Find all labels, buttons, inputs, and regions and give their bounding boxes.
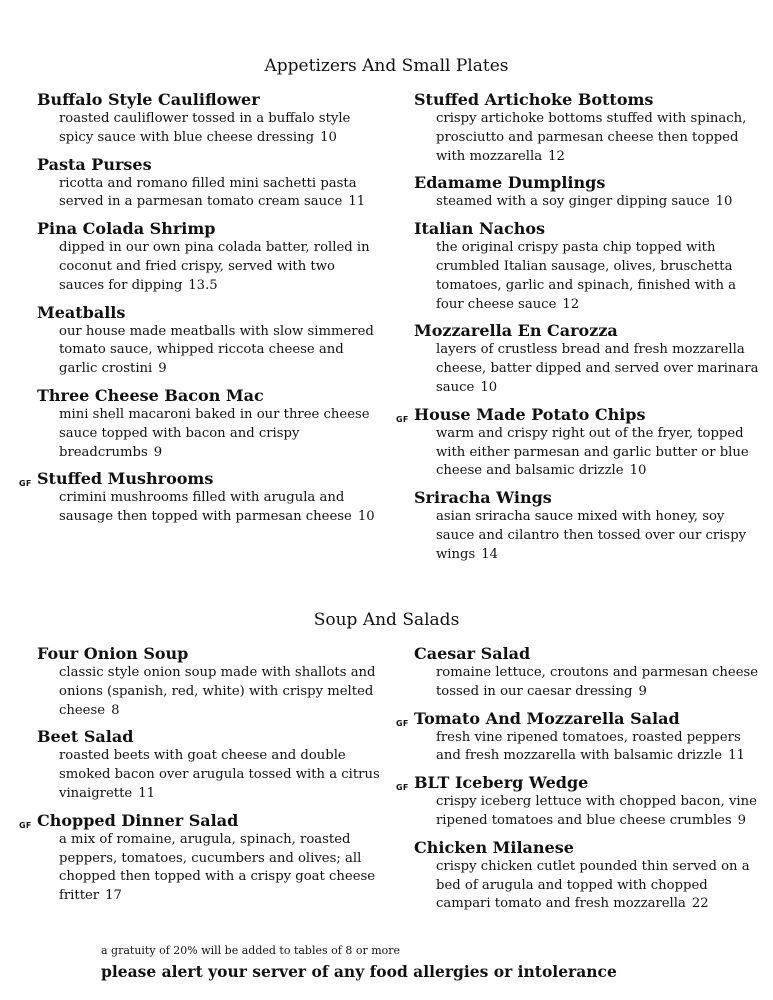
menu-item-title: Pina Colada Shrimp: [37, 219, 216, 239]
appetizers-right-column: [396, 89, 759, 571]
menu-item-description: [414, 858, 759, 914]
menu-item-name: [19, 468, 382, 489]
menu-item: [37, 302, 382, 379]
menu-item-title: Four Onion Soup: [37, 644, 189, 663]
menu-item-name: [37, 218, 382, 239]
menu-item-description: [414, 508, 759, 564]
menu-item-description: [37, 664, 382, 720]
menu-item-price: 9: [737, 812, 747, 828]
menu-item-title: Italian Nachos: [414, 219, 546, 239]
menu-item-description-text: fresh vine ripened tomatoes, roasted peppers and fresh mozzarella with balsamic drizzle: [436, 729, 741, 764]
menu-item-description-text: romaine lettuce, croutons and parmesan cheese tossed in our caesar dressing: [436, 665, 759, 699]
menu-item-name: [37, 643, 382, 664]
menu-item-price: 9: [153, 444, 163, 460]
menu-item-name: [414, 89, 759, 110]
menu-item-description: [37, 239, 382, 295]
gluten-free-badge: GF: [19, 820, 32, 830]
menu-item-title: Caesar Salad: [414, 644, 531, 663]
menu-item-title: Sriracha Wings: [414, 488, 552, 508]
menu-item-description-text: roasted beets with goat cheese and double smoked bacon over arugula tossed with a citrus vinaigrette: [59, 748, 380, 801]
menu-item: [37, 154, 382, 213]
gluten-free-badge: GF: [396, 414, 409, 424]
section-title-soups-salads: Soup And Salads: [313, 610, 460, 630]
menu-item-price: 13.5: [188, 277, 218, 293]
menu-item-description: [414, 793, 759, 831]
menu-item-description: [414, 193, 759, 212]
menu-item-name: [37, 726, 382, 747]
menu-item-name: [396, 772, 759, 793]
menu-item-name: [37, 89, 382, 110]
menu-item-description: [37, 831, 382, 906]
menu-item-name: [414, 172, 759, 193]
menu-item-price: 10: [320, 129, 337, 145]
menu-item-description-text: ricotta and romano filled mini sachetti pasta served in a parmesan tomato cream sauce: [59, 175, 357, 210]
menu-item-description-text: mini shell macaroni baked in our three cheese sauce topped with bacon and crispy breadcrumbs: [59, 406, 370, 460]
menu-item-description: [414, 110, 759, 166]
menu-item-description-text: dipped in our own pina colada batter, rolled in coconut and fried crispy, served with two sauces for dipping: [59, 240, 370, 293]
menu-item: [414, 218, 759, 314]
menu-item: [37, 218, 382, 295]
menu-item-description-text: crispy chicken cutlet pounded thin served on a bed of arugula and topped with chopped campari tomato and fresh mozzarella: [436, 858, 750, 912]
menu-item: [396, 772, 759, 831]
gluten-free-badge: GF: [396, 718, 409, 728]
salads-left-column: [19, 643, 382, 912]
menu-item: [37, 643, 382, 720]
menu-item-price: 10: [715, 194, 733, 210]
menu-item-name: [414, 643, 759, 664]
menu-item-description: [37, 489, 382, 527]
menu-item-title: Stuffed Mushrooms: [37, 469, 214, 489]
menu-item-price: 22: [691, 896, 709, 912]
menu-item-description-text: roasted cauliflower tossed in a buffalo style spicy sauce with blue cheese dressing: [59, 111, 351, 145]
menu-item-description-text: the original crispy pasta chip topped with crumbled Italian sausage, olives, bruschetta tomatoes, garlic and spinach, finished with a four cheese sauce: [436, 240, 737, 312]
menu-item: [396, 404, 759, 481]
section-title-appetizers: Appetizers And Small Plates: [264, 56, 509, 76]
menu-item-name: [414, 320, 759, 341]
menu-item-description-text: steamed with a soy ginger dipping sauce: [436, 194, 710, 210]
menu-item-price: 11: [348, 194, 366, 210]
menu-item-price: 17: [105, 888, 122, 904]
menu-item-price: 9: [638, 683, 647, 699]
menu-item-name: [19, 810, 382, 831]
gluten-free-badge: GF: [396, 783, 409, 793]
menu-item-description-text: classic style onion soup made with shallots and onions (spanish, red, white) with crispy melted cheese: [59, 665, 376, 718]
menu-item-description-text: asian sriracha sauce mixed with honey, soy sauce and cilantro then tossed over our crispy wings: [436, 509, 747, 562]
menu-item: [396, 708, 759, 767]
menu-item-name: [396, 404, 759, 425]
menu-item-title: House Made Potato Chips: [414, 404, 646, 424]
menu-item-title: Stuffed Artichoke Bottoms: [414, 90, 654, 109]
menu-item-description: [414, 664, 759, 702]
menu-item-description-text: crispy artichoke bottoms stuffed with spinach, prosciutto and parmesan cheese then topped with mozzarella: [436, 111, 747, 164]
appetizers-left-column: [19, 89, 382, 533]
menu-item-title: Tomato And Mozzarella Salad: [414, 708, 680, 728]
menu-item: [414, 172, 759, 212]
menu-item-title: Buffalo Style Cauliflower: [37, 90, 260, 109]
menu-item-description: [414, 341, 759, 397]
menu-item-price: 14: [481, 546, 498, 562]
menu-item-description-text: our house made meatballs with slow simmered tomato sauce, whipped riccota cheese and garlic crostini: [59, 323, 374, 377]
menu-item-name: [37, 385, 382, 406]
menu-item-price: 12: [548, 148, 565, 164]
menu-item-title: Pasta Purses: [37, 154, 152, 174]
menu-item-description: [414, 729, 759, 767]
allergy-note: please alert your server of any food allergies or intolerance: [101, 962, 617, 981]
menu-item-title: Edamame Dumplings: [414, 173, 606, 193]
gluten-free-badge: GF: [19, 479, 32, 489]
menu-item-description: [37, 747, 382, 803]
menu-item-description: [414, 425, 759, 481]
menu-item: [414, 487, 759, 564]
menu-item-title: Chopped Dinner Salad: [37, 810, 239, 830]
menu-item-price: 9: [158, 361, 167, 377]
menu-item-title: Meatballs: [37, 302, 126, 322]
menu-item-name: [396, 708, 759, 729]
menu-item-title: Chicken Milanese: [414, 837, 574, 857]
menu-item-name: [414, 487, 759, 508]
menu-item: [414, 89, 759, 166]
menu-item: [414, 837, 759, 914]
menu-item: [19, 810, 382, 906]
menu-item: [414, 320, 759, 397]
menu-item-description-text: layers of crustless bread and fresh mozzarella cheese, batter dipped and served over marinara sauce: [436, 342, 759, 395]
menu-item-description: [37, 406, 382, 462]
menu-item: [37, 726, 382, 803]
menu-item-price: 10: [480, 379, 498, 395]
salads-right-column: [396, 643, 759, 920]
menu-item-description: [414, 239, 759, 314]
menu-item-description: [37, 323, 382, 379]
menu-item-description-text: a mix of romaine, arugula, spinach, roasted peppers, tomatoes, cucumbers and olives; all chopped then topped with a crispy goat cheese fritter: [59, 831, 376, 904]
menu-item-name: [414, 837, 759, 858]
menu-item: [37, 385, 382, 462]
menu-item-price: 10: [357, 509, 375, 525]
menu-item-price: 12: [562, 296, 580, 312]
menu-item-price: 10: [629, 463, 647, 479]
menu-item: [37, 89, 382, 148]
menu-item: [19, 468, 382, 527]
menu-item-price: 11: [728, 748, 745, 764]
menu-item-description-text: crispy iceberg lettuce with chopped bacon, vine ripened tomatoes and blue cheese crumbles: [436, 794, 757, 828]
menu-item-title: Mozzarella En Carozza: [414, 321, 618, 341]
menu-item-description-text: warm and crispy right out of the fryer, topped with either parmesan and garlic butter or blue cheese and balsamic drizzle: [436, 425, 749, 479]
menu-item: [414, 643, 759, 702]
menu-item-title: BLT Iceberg Wedge: [414, 773, 589, 793]
menu-item-title: Beet Salad: [37, 727, 134, 747]
menu-item-price: 11: [138, 785, 155, 801]
menu-item-price: 8: [111, 702, 120, 718]
menu-item-description-text: crimini mushrooms filled with arugula and sausage then topped with parmesan cheese: [59, 490, 352, 525]
menu-item-name: [414, 218, 759, 239]
menu-item-name: [37, 154, 382, 175]
menu-item-description: [37, 175, 382, 213]
menu-item-name: [37, 302, 382, 323]
menu-item-description: [37, 110, 382, 148]
menu-item-title: Three Cheese Bacon Mac: [37, 385, 264, 405]
gratuity-note: a gratuity of 20% will be added to tables of 8 or more: [101, 944, 401, 957]
